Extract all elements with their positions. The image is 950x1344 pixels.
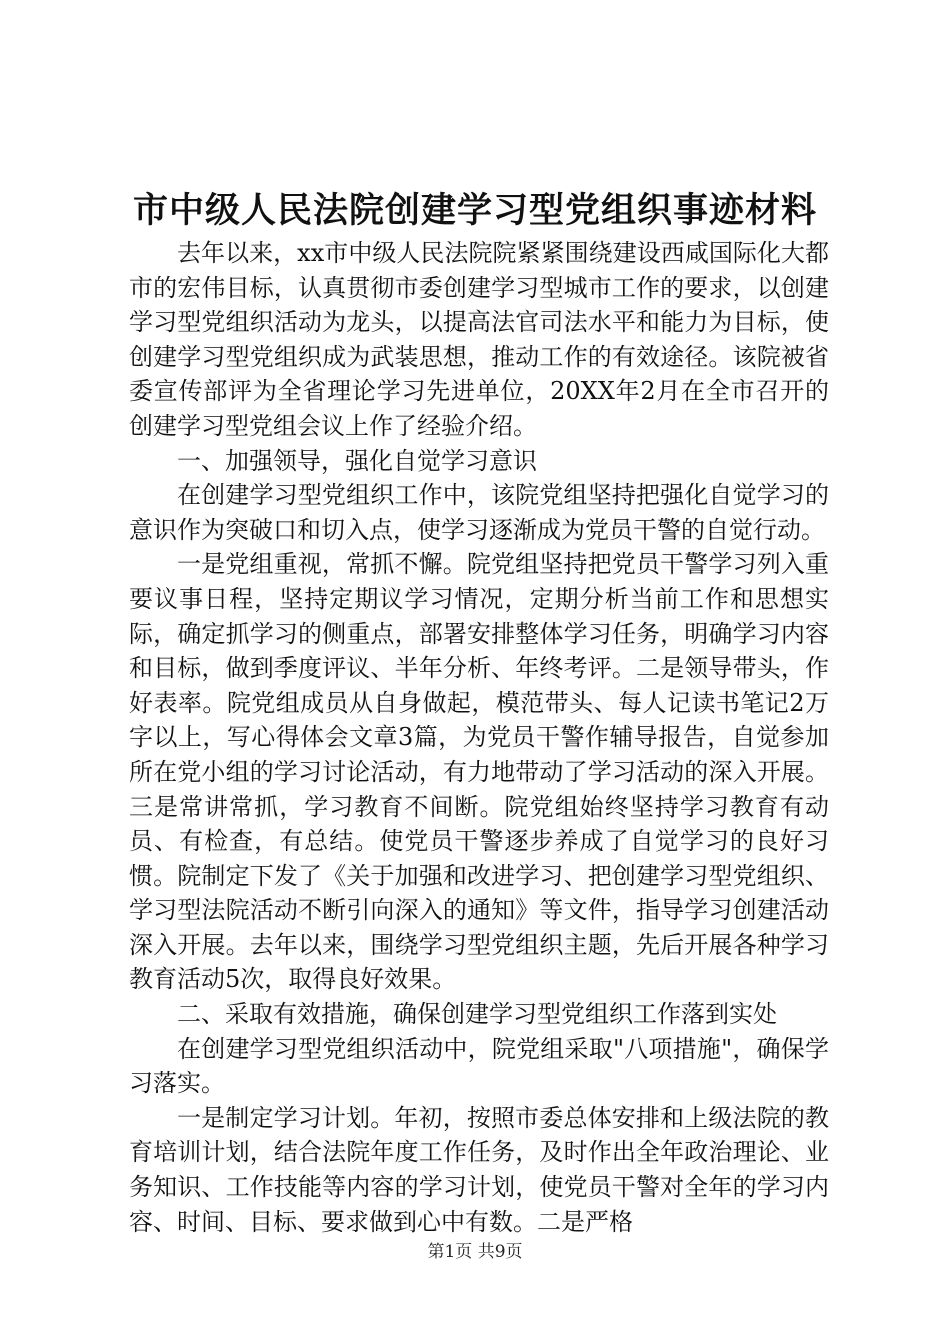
- document-title: 市中级人民法院创建学习型党组织事迹材料: [132, 190, 817, 231]
- page-number-footer: 第1页 共9页: [427, 1242, 523, 1262]
- section-heading-2: 二、采取有效措施，确保创建学习型党组织工作落到实处: [177, 1000, 777, 1029]
- section-heading-1: 一、加强领导，强化自觉学习意识: [177, 446, 537, 475]
- document-body: [129, 236, 829, 1239]
- paragraph: 在创建学习型党组织工作中，该院党组坚持把强化自觉学习的意识作为突破口和切入点，使学习逐渐成为党员干警的自觉行动。: [129, 481, 829, 544]
- paragraph: 在创建学习型党组织活动中，院党组采取"八项措施"，确保学习落实。: [129, 1034, 829, 1098]
- paragraph-intro: 去年以来，xx市中级人民法院院紧紧围绕建设西咸国际化大都市的宏伟目标，认真贯彻市委创建学习型城市工作的要求，以创建学习型党组织活动为龙头，以提高法官司法水平和能力为目标，使创建学习型党组织成为武装思想，推动工作的有效途径。该院被省委宣传部评为全省理论学习先进单位，20XX年2月在全市召开的创建学习型党组会议上作了经验介绍。: [129, 239, 829, 440]
- paragraph: 一是党组重视，常抓不懈。院党组坚持把党员干警学习列入重要议事日程，坚持定期议学习情况，定期分析当前工作和思想实际，确定抓学习的侧重点，部署安排整体学习任务，明确学习内容和目标，做到季度评议、半年分析、年终考评。二是领导带头，作好表率。院党组成员从自身做起，模范带头、每人记读书笔记2万字以上，写心得体会文章3篇，为党员干警作辅导报告，自觉参加所在党小组的学习讨论活动，有力地带动了学习活动的深入开展。三是常讲常抓，学习教育不间断。院党组始终坚持学习教育有动员、有检查，有总结。使党员干警逐步养成了自觉学习的良好习惯。院制定下发了《关于加强和改进学习、把创建学习型党组织、学习型法院活动不断引向深入的通知》等文件，指导学习创建活动深入开展。去年以来，围绕学习型党组织主题，先后开展各种学习教育活动5次，取得良好效果。: [129, 550, 829, 994]
- paragraph: 一是制定学习计划。年初，按照市委总体安排和上级法院的教育培训计划，结合法院年度工作任务，及时作出全年政治理论、业务知识、工作技能等内容的学习计划，使党员干警对全年的学习内容、时间、目标、要求做到心中有数。二是严格: [129, 1103, 829, 1236]
